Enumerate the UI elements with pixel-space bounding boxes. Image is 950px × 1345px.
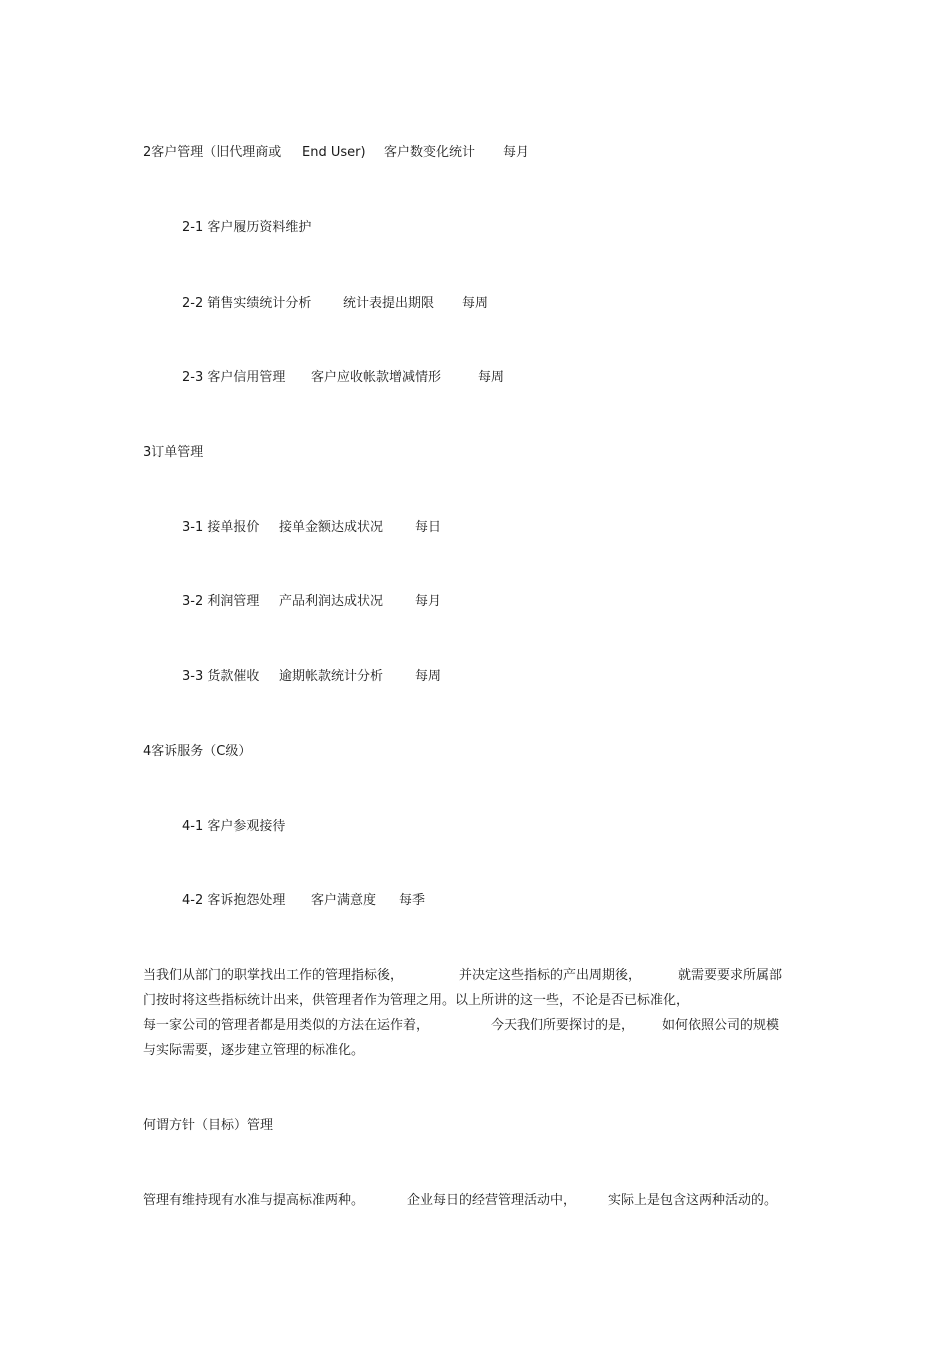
item-4-1-title: 4-1 客户参观接待 xyxy=(182,819,286,834)
item-3-3-title: 3-3 货款催收 xyxy=(182,669,260,684)
item-3-3-indicator: 逾期帐款统计分析 xyxy=(279,669,384,684)
paragraph-1-line-4 xyxy=(143,1042,803,1067)
paragraph-1-line-4-part-1: 与实际需要，逐步建立管理的标准化。 xyxy=(143,1043,365,1058)
body-paragraph-1 xyxy=(143,967,803,1067)
paragraph-1-line-1-part-3: 就需要要求所属部 xyxy=(678,968,783,983)
item-4-2 xyxy=(182,892,482,910)
item-2-1-title: 2-1 客户履历资料维护 xyxy=(182,220,312,235)
section-3-heading xyxy=(143,444,343,462)
item-4-2-indicator: 客户满意度 xyxy=(311,893,377,908)
paragraph-1-line-2 xyxy=(143,992,803,1017)
paragraph-1-line-1-part-2: 并决定这些指标的产出周期後， xyxy=(459,968,642,983)
item-3-1-indicator: 接单金额达成状况 xyxy=(279,520,384,535)
section-4-title: 4客诉服务（C级） xyxy=(143,744,252,759)
item-2-3-indicator: 客户应收帐款增减情形 xyxy=(311,370,442,385)
item-2-3 xyxy=(182,369,542,387)
section-3-title: 3订单管理 xyxy=(143,445,204,460)
item-3-2-indicator: 产品利润达成状况 xyxy=(279,594,384,609)
section-2-title: 2客户管理（旧代理商或 xyxy=(143,145,282,160)
paragraph-1-line-1 xyxy=(143,967,803,992)
body-paragraph-2 xyxy=(143,1192,803,1210)
paragraph-1-line-1-part-1: 当我们从部门的职掌找出工作的管理指标後， xyxy=(143,968,404,983)
paragraph-1-line-2-part-1: 门按时将这些指标统计出来，供管理者作为管理之用。以上所讲的这一些，不论是否已标准化， xyxy=(143,993,690,1008)
section-2-period: 每月 xyxy=(503,145,530,160)
policy-management-title: 何谓方针（目标）管理 xyxy=(143,1118,274,1133)
section-2-heading xyxy=(143,144,563,162)
item-3-1 xyxy=(182,519,482,537)
item-3-3-period: 每周 xyxy=(415,669,442,684)
section-2-indicator: 客户数变化统计 xyxy=(384,145,476,160)
item-3-2-period: 每月 xyxy=(415,594,442,609)
item-4-2-title: 4-2 客诉抱怨处理 xyxy=(182,893,286,908)
item-2-1 xyxy=(182,219,482,237)
item-3-2-title: 3-2 利润管理 xyxy=(182,594,260,609)
paragraph-2-part-1: 管理有维持现有水准与提高标准两种。 xyxy=(143,1193,365,1208)
item-3-2 xyxy=(182,593,482,611)
item-3-1-period: 每日 xyxy=(415,520,442,535)
paragraph-2-part-3: 实际上是包含这两种活动的。 xyxy=(608,1193,778,1208)
item-2-2 xyxy=(182,295,522,313)
item-3-3 xyxy=(182,668,482,686)
section-2-title-english: End User) xyxy=(302,145,366,160)
item-2-3-period: 每周 xyxy=(478,370,505,385)
item-4-2-period: 每季 xyxy=(399,893,426,908)
paragraph-1-line-3 xyxy=(143,1017,803,1042)
item-2-3-title: 2-3 客户信用管理 xyxy=(182,370,286,385)
item-2-2-title: 2-2 销售实绩统计分析 xyxy=(182,296,312,311)
item-2-2-indicator: 统计表提出期限 xyxy=(343,296,435,311)
paragraph-1-line-3-part-1: 每一家公司的管理者都是用类似的方法在运作着， xyxy=(143,1018,430,1033)
item-4-1 xyxy=(182,818,382,836)
section-4-heading xyxy=(143,743,343,761)
section-heading-policy-management xyxy=(143,1117,443,1135)
paragraph-2-part-2: 企业每日的经营管理活动中， xyxy=(407,1193,577,1208)
paragraph-1-line-3-part-2: 今天我们所要探讨的是， xyxy=(491,1018,635,1033)
paragraph-1-line-3-part-3: 如何依照公司的规模 xyxy=(662,1018,780,1033)
item-2-2-period: 每周 xyxy=(462,296,489,311)
item-3-1-title: 3-1 接单报价 xyxy=(182,520,260,535)
